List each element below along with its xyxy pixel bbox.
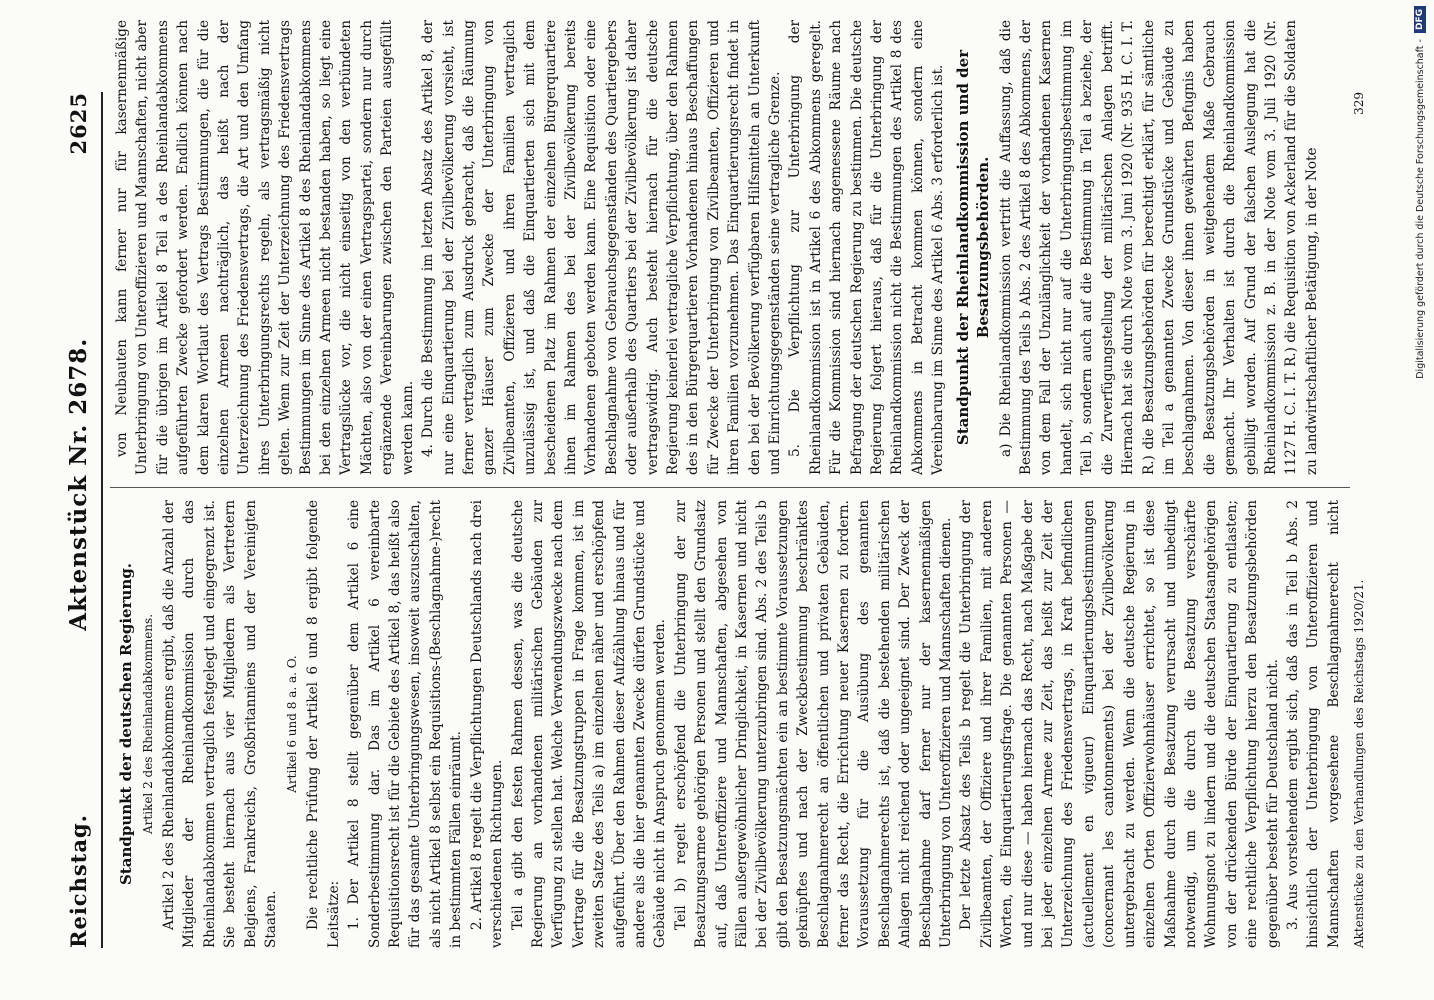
left-subheading: Artikel 2 des Rheinlandabkommens. [141, 613, 155, 835]
signature-number: 329 [1352, 92, 1366, 115]
paragraph: 3. Aus vorstehendem ergibt sich, daß das in Teil b Abs. 2 hinsichtlich der Unterbringung von Unteroffizieren und Mannschaften vorgesehene Beschlagnahmerecht nicht [1284, 500, 1342, 948]
paragraph: 2. Artikel 8 regelt die Verpflichtungen Deutschlands nach drei verschiedenen Richtungen. [468, 500, 506, 948]
column-divider [110, 487, 1350, 488]
paragraph: Teil a gibt den festen Rahmen dessen, was die deutsche Regierung an vorhandenen militärischen Gebäuden zur Verfügung zu stellen hat. Welche Verwendungszwecke nach dem Vertrage für die Besatzungstruppen in Frage kommen, ist im zweiten Satze des Teils a) im einzelnen näher und erschöpfend aufgeführt. Über den Rahmen dieser Aufzählung hinaus und für andere als die hier genannten Zwecke dürfen Grundstücke und Gebäude nicht in Anspruch genommen werden. [509, 500, 669, 948]
page-number: 2625 [65, 92, 91, 155]
paragraph: Artikel 2 des Rheinlandabkommens ergibt, daß die Anzahl der Mitglieder der Rheinlandkommission durch das Rheinlandabkommen vertraglich festgelegt und eingegrenzt ist. Sie besteht hiernach aus vier Mitgliedern als Vertretern Belgiens, Frankreichs, Großbritanniens und der Vereinigten Staaten. [161, 500, 280, 948]
paragraph: 4. Durch die Bestimmung im letzten Absatz des Artikel 8, der nur eine Einquartierung bei der Zivilbevölkerung vorsieht, ist ferner vertraglich zum Ausdruck gebracht, daß die Räumung ganzer Häuser zum Zwecke der Unterbringung von Zivilbeamten, Offizieren und ihren Familien vertraglich unzulässig ist, und daß die Einquartierten sich mit dem bescheidenen Platz im Rahmen der einzelnen Bürgerquartiere ihnen im Rahmen des bei der Zivilbevölkerung bereits Vorhandenen geboten werden kann. Eine Requisition oder eine Beschlagnahme von Gebrauchsgegenständen des Quartiergebers oder außerhalb des Quartiers bei der Zivilbevölkerung ist daher vertragswidrig. Auch besteht hiernach für die deutsche Regierung keinerlei vertragliche Verpflichtung, über den Rahmen des in den Bürgerquartieren Vorhandenen hinaus Beschaffungen für Zwecke der Unterbringung von Zivilbeamten, Offizieren und ihren Familien vorzunehmen. Das Einquartierungsrecht findet in den bei der Bevölkerung verfügbaren Hilfsmitteln an Unterkunft und Einrichtungsgegenständen seine vertragliche Grenze. [420, 20, 783, 475]
right-heading: Standpunkt der Rheinlandkommission und der Besatzungsbehörden. [953, 49, 992, 446]
left-heading: Standpunkt der deutschen Regierung. [117, 562, 135, 886]
paragraph: Der letzte Absatz des Teils b regelt die Unterbringung der Zivilbeamten, der Offiziere und ihrer Familien, mit anderen Worten, die Einquartierungsfrage. Die genannten Personen — und nur diese — haben hiernach das Recht, nach Maßgabe der bei jeder einzelnen Armee zur Zeit, das heißt zur Zeit der Unterzeichnung des Friedensvertrags, in Kraft befindlichen (actuellement en vigueur) Einquartierungsbestimmungen (concernant les cantonnements) bei der Zivilbevölkerung untergebracht zu werden. Wenn die deutsche Regierung in einzelnen Orten Offizierwohnhäuser errichtet, so ist diese Maßnahme durch die Besatzung verursacht und unbedingt notwendig, um die durch die Besatzung verschärfte Wohnungsnot zu lindern und die deutschen Staatsangehörigen von der drückenden Bürde der Einquartierung zu entlasten; eine rechtliche Verpflichtung hierzu den Besatzungsbehörden gegenüber besteht für Deutschland nicht. [958, 500, 1281, 948]
page-footer [1352, 92, 1372, 948]
left-column [112, 500, 1342, 948]
inline-note: Artikel 6 und 8 a. a. O. [285, 655, 300, 793]
header-left: Reichstag. [65, 814, 91, 948]
paragraph: 1. Der Artikel 8 stellt gegenüber dem Artikel 6 eine Sonderbestimmung dar. Das im Artikel 6 vereinbarte Requisitionsrecht ist für die Gebiete des Artikel 8, das heißt also für das gesamte Unterbringungswesen, insoweit auszuschalten, als nicht Artikel 8 selbst ein Requisitions-(Beschlagnahme-)recht in bestimmten Fällen einräumt. [346, 500, 465, 948]
paragraph: Die rechtliche Prüfung der Artikel 6 und 8 ergibt folgende Leitsätze: [305, 500, 342, 948]
header-rule [101, 92, 103, 948]
paragraph: 5. Die Verpflichtung zur Unterbringung der Rheinlandkommission ist in Artikel 6 des Abkommens geregelt. Für die Kommission sind hiernach angemessene Räume nach Befragung der deutschen Regierung zu bestimmen. Die deutsche Regierung folgert hieraus, daß für die Unterbringung der Rheinlandkommission nicht die Bestimmungen des Artikel 8 des Abkommens in Betracht kommen können, sondern eine Vereinbarung im Sinne des Artikel 6 Abs. 3 erforderlich ist. [787, 20, 947, 475]
paragraph: Teil b) regelt erschöpfend die Unterbringung der zur Besatzungsarmee gehörigen Personen und stellt den Grundsatz auf, daß Unteroffiziere und Mannschaften, abgesehen von Fällen außergewöhnlicher Dringlichkeit, in Kasernen und nicht bei der Zivilbevölkerung unterzubringen sind. Abs. 2 des Teils b gibt den Besatzungsmächten ein an bestimmte Voraussetzungen geknüpftes und nach der Zweckbestimmung beschränktes Beschlagnahmerecht an öffentlichen und privaten Gebäuden, ferner das Recht, die Errichtung neuer Kasernen zu fordern. Voraussetzung für die Ausübung des genannten Beschlagnahmerechts ist, daß die bestehenden militärischen Anlagen nicht reichend oder ungeeignet sind. Der Zweck der Beschlagnahme darf ferner nur der kasernenmäßigen Unterbringung von Unteroffizieren und Mannschaften dienen. [672, 500, 955, 948]
paragraph: von Neubauten kann ferner nur für kasernenmäßige Unterbringung von Unteroffizieren und Mannschaften, nicht aber für die übrigen im Artikel 8 Teil a des Rheinlandabkommens aufgeführten Zwecke gefordert werden. Endlich können nach dem klaren Wortlaut des Vertrags Bestimmungen, die für die einzelnen Armeen nachträglich, das heißt nach der Unterzeichnung des Friedensvertrags, die Art und den Umfang ihres Unterbringungsrechts regeln, als vertragsmäßig nicht gelten. Wenn zur Zeit der Unterzeichnung des Friedensvertrags Bestimmungen im Sinne des Artikel 8 des Rheinlandabkommens bei den einzelnen Armeen nicht bestanden haben, so liegt eine Vertragslücke vor, die nicht einseitig von den verbündeten Mächten, also von der einen Vertragspartei, sondern nur durch ergänzende Vereinbarungen zwischen den Parteien ausgefüllt werden kann. [114, 20, 416, 475]
header-title: Aktenstück Nr. 2678. [64, 337, 92, 631]
stamp-text: Digitalisierung gefördert durch die Deutsche Forschungsgemeinschaft - [1414, 39, 1426, 379]
right-column [112, 20, 1342, 475]
digitization-stamp [1406, 6, 1434, 994]
paragraph: a) Die Rheinlandkommission vertritt die Auffassung, daß die Bestimmung des Teils b Abs. 2 des Artikel 8 des Abkommens, der von dem Fall der Unzulänglichkeit der vorhandenen Kasernen handelt, sich nicht nur auf die Unterbringungsbestimmung im Teil b, sondern auch auf die Bestimmung in Teil a beziehe, der die Zurverfügungstellung der militärischen Anlagen betrifft. Hiernach hat sie durch Note vom 3. Juni 1920 (Nr. 935 H. C. I. T. R.) die Besatzungsbehörden für berechtigt erklärt, für sämtliche im Teil a genannten Zwecke Grundstücke und Gebäude zu beschlagnahmen. Von dieser ihnen gewährten Befugnis haben die Besatzungsbehörden in weitgehendem Maße Gebrauch gemacht. Ihr Verhalten ist durch die Rheinlandkommission gebilligt worden. Auf Grund der falschen Auslegung hat die Rheinlandkommission z. B. in der Note vom 3. Juli 1920 (Nr. 1127 H. C. I. T. R.) die Requisition von Ackerland für die Soldaten zu landwirtschaftlicher Betätigung, in der Note [997, 20, 1320, 475]
dfg-logo-icon: DFG [1414, 6, 1426, 33]
page-header [58, 92, 98, 948]
footer-source: Aktenstücke zu den Verhandlungen des Reichstags 1920/21. [1352, 579, 1366, 948]
